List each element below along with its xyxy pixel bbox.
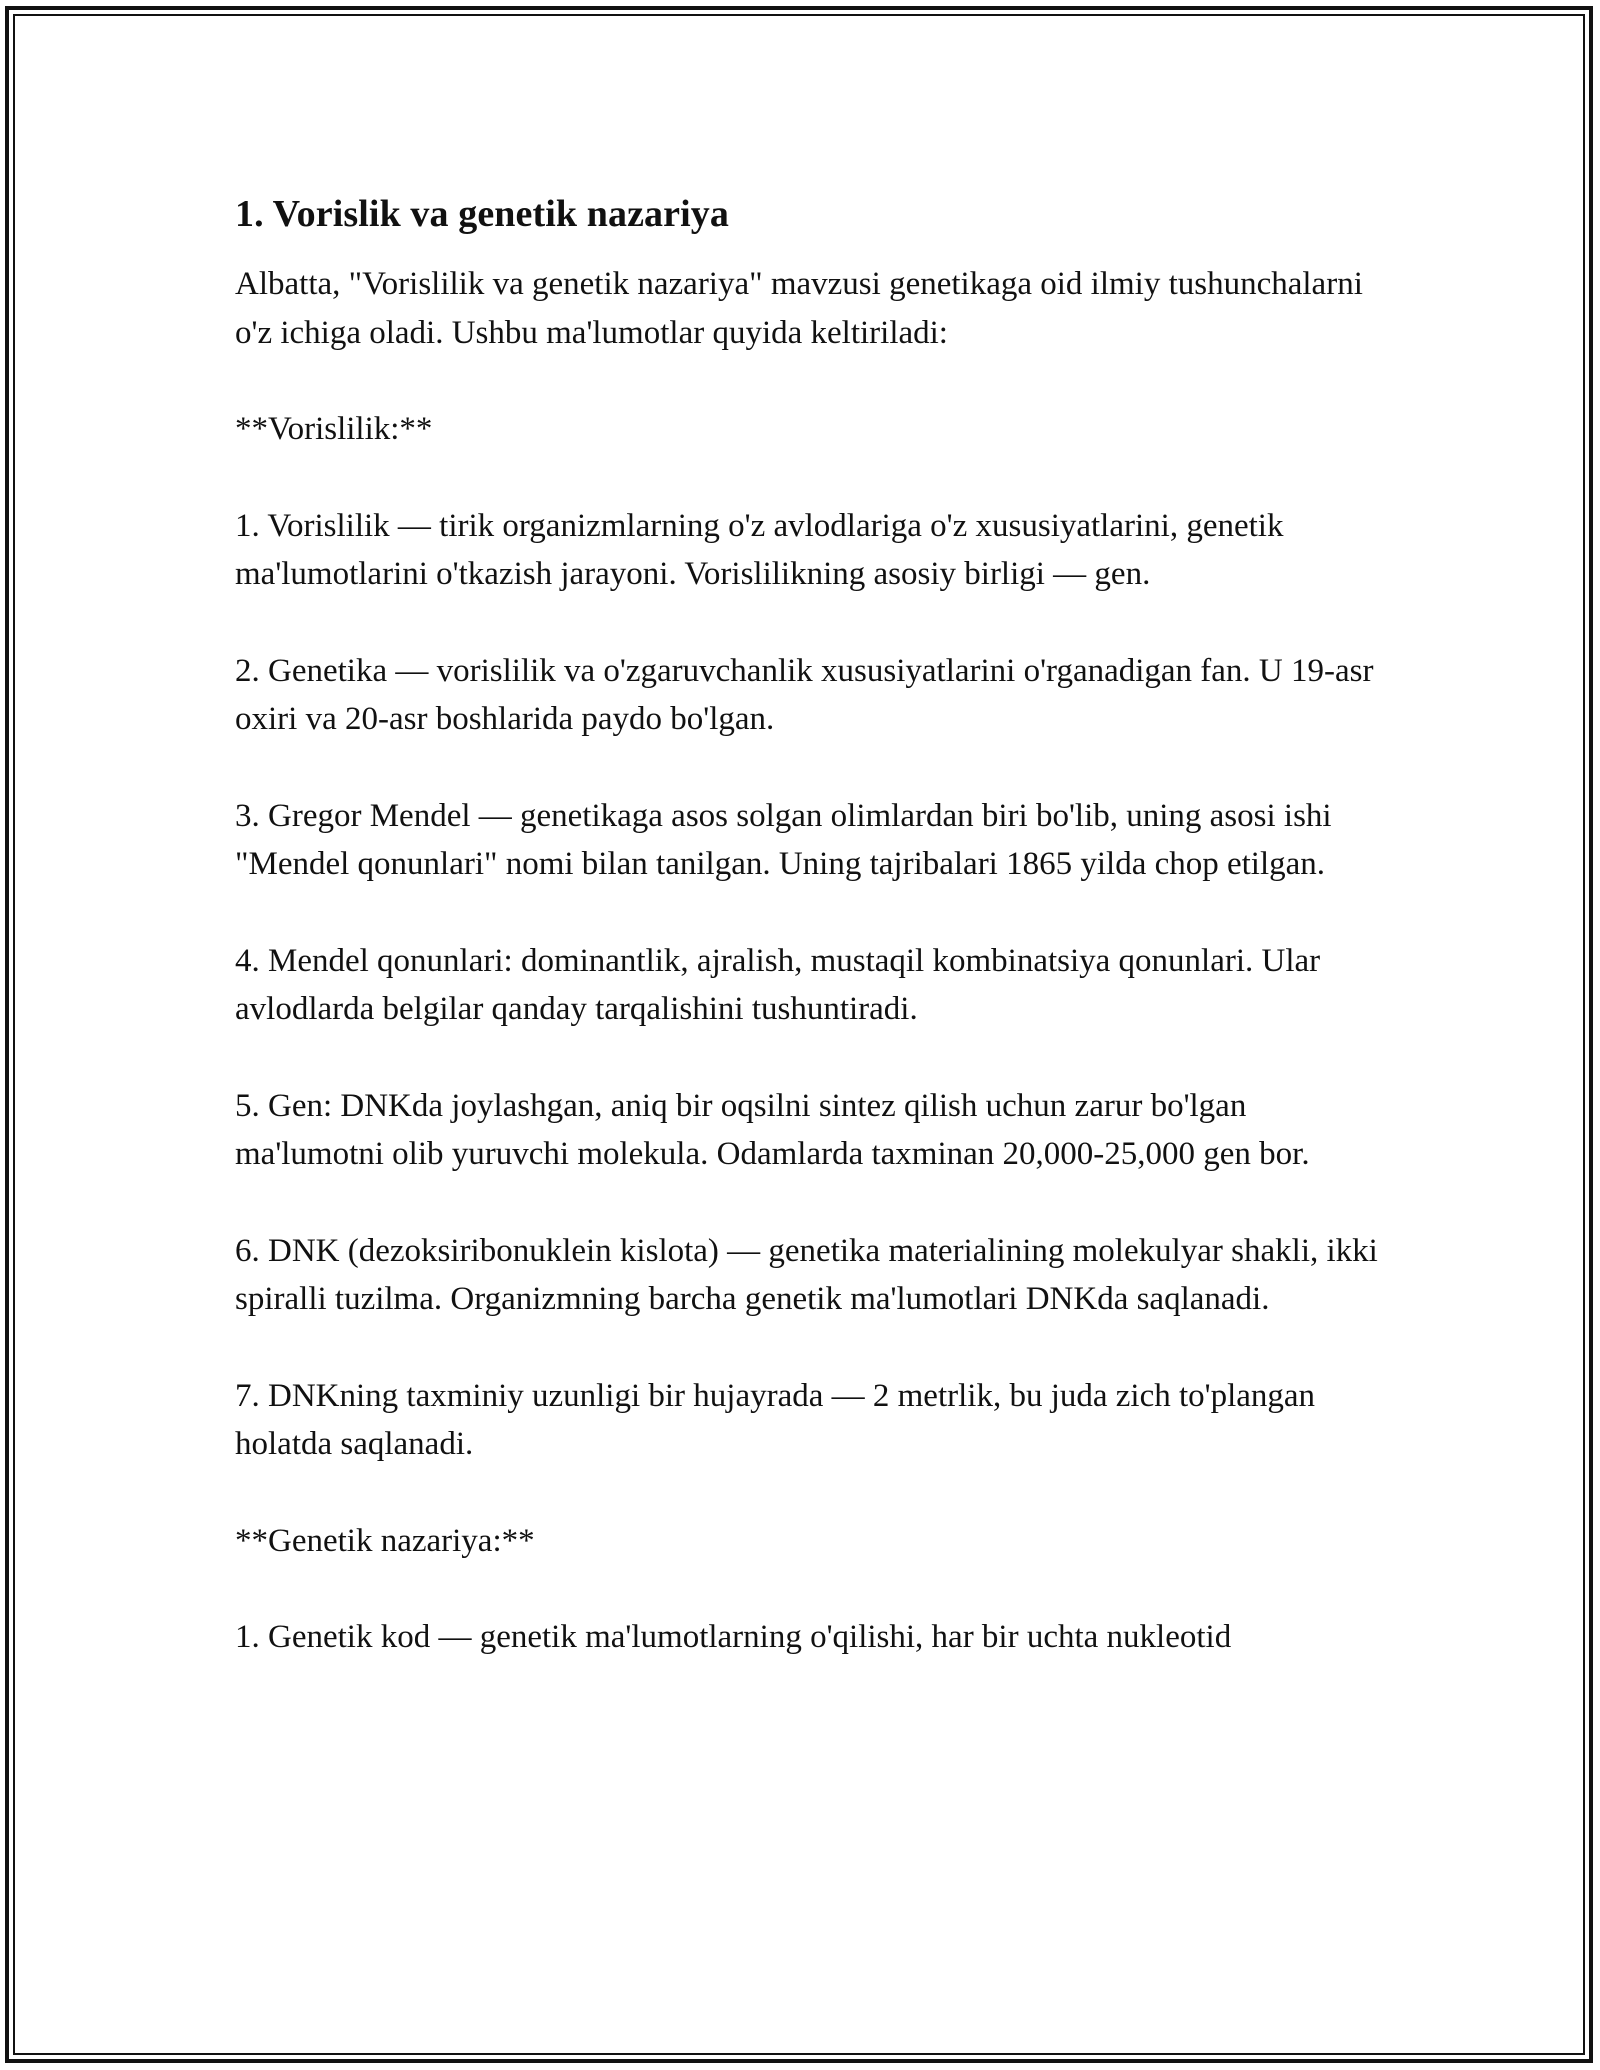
list-item: 6. DNK (dezoksiribonuklein kislota) — genetika materialining molekulyar shakli, ikki spiralli tuzilma. Organizmning barcha genetik ma'lumotlari DNKda saqlanadi. <box>235 1232 1378 1317</box>
document-title: 1. Vorislik va genetik nazariya <box>235 193 729 235</box>
intro-paragraph: Albatta, "Vorislilik va genetik nazariya" mavzusi genetikaga oid ilmiy tushunchalarni o'z ichiga oladi. Ushbu ma'lumotlar quyida keltiriladi: <box>235 266 1363 351</box>
list-item: 4. Mendel qonunlari: dominantlik, ajralish, mustaqil kombinatsiya qonunlari. Ular avlodlarda belgilar qanday tarqalishini tushuntiradi. <box>235 942 1321 1027</box>
list-item: 1. Genetik kod — genetik ma'lumotlarning o'qilishi, har bir uchta nukleotid <box>235 1619 1232 1655</box>
list-item: 3. Gregor Mendel — genetikaga asos solgan olimlardan biri bo'lib, uning asosi ishi "Mendel qonunlari" nomi bilan tanilgan. Uning tajribalari 1865 yilda chop etilgan. <box>235 797 1332 882</box>
list-item: 2. Genetika — vorislilik va o'zgaruvchanlik xususiyatlarini o'rganadigan fan. U 19-asr oxiri va 20-asr boshlarida paydo bo'lgan. <box>235 652 1374 737</box>
section-label-genetik-nazariya: **Genetik nazariya:** <box>235 1522 535 1559</box>
document-body <box>235 188 1385 1662</box>
list-item: 5. Gen: DNKda joylashgan, aniq bir oqsilni sintez qilish uchun zarur bo'lgan ma'lumotni olib yuruvchi molekula. Odamlarda taxminan 20,000-25,000 gen bor. <box>235 1087 1310 1172</box>
list-item: 1. Vorislilik — tirik organizmlarning o'z avlodlariga o'z xususiyatlarini, genetik ma'lumotlarini o'tkazish jarayoni. Vorislilikning asosiy birligi — gen. <box>235 507 1284 592</box>
list-item: 7. DNKning taxminiy uzunligi bir hujayrada — 2 metrlik, bu juda zich to'plangan holatda saqlanadi. <box>235 1377 1316 1462</box>
section-label-vorislilik: **Vorislilik:** <box>235 411 433 447</box>
